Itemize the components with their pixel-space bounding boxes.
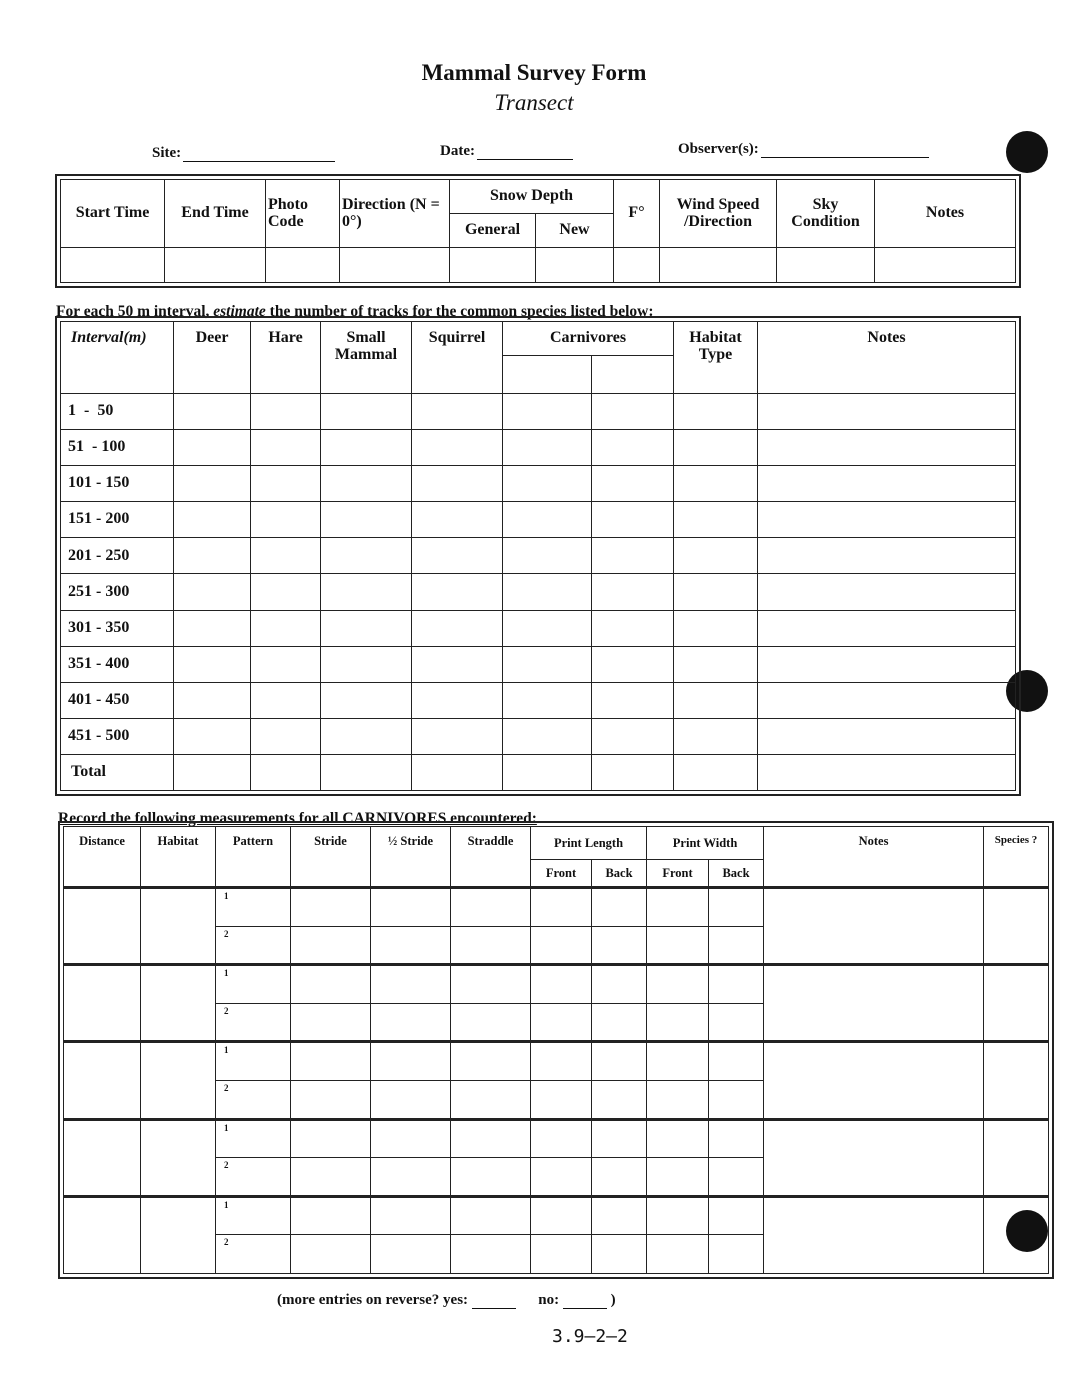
tracks-instruction-em: estimate: [213, 303, 266, 320]
interval-row: [61, 574, 1016, 610]
entry-wind[interactable]: [660, 248, 777, 283]
interval-row: [61, 430, 1016, 466]
interval-label: 201 - 250: [61, 538, 174, 574]
straddle-cell[interactable]: [451, 965, 531, 1004]
conditions-table: [60, 179, 1016, 283]
interval-label: 351 - 400: [61, 646, 174, 682]
straddle-cell[interactable]: [451, 1080, 531, 1119]
yes-blank[interactable]: [472, 1296, 516, 1309]
tally-cell[interactable]: [758, 610, 1016, 646]
stride-cell[interactable]: [291, 1235, 371, 1274]
length-back-cell[interactable]: [592, 926, 647, 965]
length-back-cell[interactable]: [592, 1158, 647, 1197]
half-stride-cell[interactable]: [371, 965, 451, 1004]
half-stride-cell[interactable]: [371, 926, 451, 965]
habitat-cell[interactable]: [141, 965, 216, 1042]
pattern-number[interactable]: 2: [216, 1080, 291, 1119]
tracks-table: [60, 321, 1016, 791]
col-squirrel: Squirrel: [412, 322, 503, 394]
col-direction: Direction (N = 0°): [340, 180, 450, 248]
conditions-entry-row: [61, 248, 1016, 283]
width-back-cell[interactable]: [709, 1119, 764, 1158]
notes-cell[interactable]: [764, 1119, 984, 1196]
close-paren: ): [610, 1292, 616, 1308]
half-stride-cell[interactable]: [371, 1003, 451, 1042]
tally-cell[interactable]: [321, 538, 412, 574]
width-front-cell[interactable]: [647, 1003, 709, 1042]
tally-cell[interactable]: [758, 574, 1016, 610]
total-row: [61, 754, 1016, 790]
tally-cell[interactable]: [174, 718, 251, 754]
length-back-cell[interactable]: [592, 1235, 647, 1274]
width-front-cell[interactable]: [647, 926, 709, 965]
date-blank[interactable]: [477, 145, 573, 160]
half-stride-cell[interactable]: [371, 1119, 451, 1158]
width-front-cell[interactable]: [647, 1119, 709, 1158]
half-stride-cell[interactable]: [371, 1235, 451, 1274]
site-field[interactable]: [152, 145, 335, 162]
width-front-cell[interactable]: [647, 1158, 709, 1197]
tally-cell[interactable]: [174, 682, 251, 718]
tally-cell[interactable]: [251, 538, 321, 574]
length-back-cell[interactable]: [592, 965, 647, 1004]
tally-cell[interactable]: [503, 430, 592, 466]
col-width-back: Back: [709, 860, 764, 888]
entry-start-time[interactable]: [61, 248, 165, 283]
carnivore-table: [63, 826, 1049, 1274]
col-habitat: Habitat: [141, 827, 216, 888]
straddle-cell[interactable]: [451, 1003, 531, 1042]
tally-cell[interactable]: [503, 466, 592, 502]
pattern-number[interactable]: 1: [216, 1119, 291, 1158]
tally-cell[interactable]: [503, 682, 592, 718]
col-straddle: Straddle: [451, 827, 531, 888]
interval-label: 251 - 300: [61, 574, 174, 610]
tally-cell[interactable]: [592, 610, 674, 646]
pattern-number[interactable]: 2: [216, 926, 291, 965]
interval-label: 1 - 50: [61, 394, 174, 430]
observers-blank[interactable]: [761, 143, 929, 158]
carnivore-entry-row: [64, 965, 1049, 1004]
length-front-cell[interactable]: [531, 1196, 592, 1235]
distance-cell[interactable]: [64, 965, 141, 1042]
half-stride-cell[interactable]: [371, 1196, 451, 1235]
tally-cell[interactable]: [592, 430, 674, 466]
site-blank[interactable]: [183, 147, 335, 162]
length-front-cell[interactable]: [531, 1080, 592, 1119]
col-half-stride: ½ Stride: [371, 827, 451, 888]
form-subtitle: Transect: [494, 90, 574, 115]
conditions-table-frame: [55, 174, 1021, 288]
tally-cell[interactable]: [412, 394, 503, 430]
length-front-cell[interactable]: [531, 1119, 592, 1158]
stride-cell[interactable]: [291, 1003, 371, 1042]
tally-cell[interactable]: [321, 610, 412, 646]
col-snow-depth: Snow Depth: [450, 180, 614, 214]
habitat-cell[interactable]: [141, 1042, 216, 1119]
habitat-cell[interactable]: [141, 1119, 216, 1196]
tally-cell[interactable]: [412, 574, 503, 610]
entry-sky[interactable]: [777, 248, 875, 283]
tracks-table-frame: [55, 316, 1021, 796]
width-front-cell[interactable]: [647, 1196, 709, 1235]
interval-row: [61, 466, 1016, 502]
straddle-cell[interactable]: [451, 1196, 531, 1235]
carnivore-entry-row: [64, 888, 1049, 927]
col-carnivores: Carnivores: [503, 322, 674, 356]
tally-cell[interactable]: [321, 646, 412, 682]
length-front-cell[interactable]: [531, 1158, 592, 1197]
tally-cell[interactable]: [174, 646, 251, 682]
stride-cell[interactable]: [291, 888, 371, 927]
total-cell[interactable]: [174, 754, 251, 790]
total-cell[interactable]: [592, 754, 674, 790]
tally-cell[interactable]: [251, 718, 321, 754]
tally-cell[interactable]: [251, 502, 321, 538]
stride-cell[interactable]: [291, 1196, 371, 1235]
tally-cell[interactable]: [758, 394, 1016, 430]
tally-cell[interactable]: [592, 502, 674, 538]
no-blank[interactable]: [563, 1296, 607, 1309]
tally-cell[interactable]: [412, 646, 503, 682]
total-cell[interactable]: [321, 754, 412, 790]
tally-cell[interactable]: [674, 466, 758, 502]
interval-row: [61, 646, 1016, 682]
tally-cell[interactable]: [412, 610, 503, 646]
col-carnivore-1[interactable]: [503, 356, 592, 394]
distance-cell[interactable]: [64, 1042, 141, 1119]
col-deer: Deer: [174, 322, 251, 394]
species-cell[interactable]: [984, 1042, 1049, 1119]
pattern-number[interactable]: 1: [216, 965, 291, 1004]
carnivore-instruction-text: Record the following measurements for all CARNIVORES encountered:: [58, 810, 537, 827]
tally-cell[interactable]: [412, 538, 503, 574]
straddle-cell[interactable]: [451, 1042, 531, 1081]
date-field[interactable]: [440, 143, 573, 160]
col-small-mammal: Small Mammal: [321, 322, 412, 394]
tally-cell[interactable]: [592, 394, 674, 430]
interval-label: 401 - 450: [61, 682, 174, 718]
col-notes: Notes: [875, 180, 1016, 248]
tally-cell[interactable]: [592, 718, 674, 754]
more-entries-prompt: [277, 1292, 616, 1309]
tally-cell[interactable]: [321, 718, 412, 754]
length-back-cell[interactable]: [592, 888, 647, 927]
total-cell[interactable]: [251, 754, 321, 790]
distance-cell[interactable]: [64, 1119, 141, 1196]
width-back-cell[interactable]: [709, 1235, 764, 1274]
notes-cell[interactable]: [764, 1196, 984, 1273]
tally-cell[interactable]: [251, 646, 321, 682]
length-front-cell[interactable]: [531, 888, 592, 927]
species-cell[interactable]: [984, 965, 1049, 1042]
col-print-length: Print Length: [531, 827, 647, 860]
tally-cell[interactable]: [321, 394, 412, 430]
col-interval: Interval(m): [61, 322, 174, 394]
length-front-cell[interactable]: [531, 1235, 592, 1274]
col-end-time: End Time: [165, 180, 266, 248]
tally-cell[interactable]: [503, 574, 592, 610]
interval-row: [61, 538, 1016, 574]
stride-cell[interactable]: [291, 1042, 371, 1081]
col-photo-code: Photo Code: [266, 180, 340, 248]
tally-cell[interactable]: [674, 502, 758, 538]
tally-cell[interactable]: [412, 466, 503, 502]
width-back-cell[interactable]: [709, 1080, 764, 1119]
tally-cell[interactable]: [503, 718, 592, 754]
interval-label: 151 - 200: [61, 502, 174, 538]
tracks-instruction-post: the number of tracks for the common species listed below:: [265, 303, 654, 320]
col-pattern: Pattern: [216, 827, 291, 888]
col-distance: Distance: [64, 827, 141, 888]
habitat-cell[interactable]: [141, 888, 216, 965]
width-back-cell[interactable]: [709, 1042, 764, 1081]
tally-cell[interactable]: [592, 466, 674, 502]
entry-notes[interactable]: [875, 248, 1016, 283]
tally-cell[interactable]: [321, 502, 412, 538]
length-front-cell[interactable]: [531, 1003, 592, 1042]
habitat-cell[interactable]: [141, 1196, 216, 1273]
tally-cell[interactable]: [412, 502, 503, 538]
col-stride: Stride: [291, 827, 371, 888]
tally-cell[interactable]: [592, 682, 674, 718]
col-length-back: Back: [592, 860, 647, 888]
col-carnivore-2[interactable]: [592, 356, 674, 394]
straddle-cell[interactable]: [451, 926, 531, 965]
stride-cell[interactable]: [291, 965, 371, 1004]
tally-cell[interactable]: [251, 574, 321, 610]
more-entries-label: (more entries on reverse? yes:: [277, 1292, 469, 1308]
no-label: no:: [538, 1292, 560, 1308]
straddle-cell[interactable]: [451, 1235, 531, 1274]
straddle-cell[interactable]: [451, 1119, 531, 1158]
interval-label: 101 - 150: [61, 466, 174, 502]
width-back-cell[interactable]: [709, 965, 764, 1004]
half-stride-cell[interactable]: [371, 1158, 451, 1197]
species-cell[interactable]: [984, 1119, 1049, 1196]
width-front-cell[interactable]: [647, 888, 709, 927]
pattern-number[interactable]: 1: [216, 888, 291, 927]
interval-label: 301 - 350: [61, 610, 174, 646]
tally-cell[interactable]: [321, 430, 412, 466]
interval-row: [61, 718, 1016, 754]
form-title: Mammal Survey Form: [421, 60, 647, 85]
half-stride-cell[interactable]: [371, 1080, 451, 1119]
notes-cell[interactable]: [764, 888, 984, 965]
total-cell[interactable]: [758, 754, 1016, 790]
width-front-cell[interactable]: [647, 1080, 709, 1119]
tally-cell[interactable]: [758, 466, 1016, 502]
length-front-cell[interactable]: [531, 926, 592, 965]
interval-label: 451 - 500: [61, 718, 174, 754]
length-back-cell[interactable]: [592, 1003, 647, 1042]
carnivore-entry-row: [64, 1119, 1049, 1158]
col-notes: Notes: [758, 322, 1016, 394]
observers-field[interactable]: [678, 141, 929, 158]
tally-cell[interactable]: [321, 682, 412, 718]
tally-cell[interactable]: [412, 682, 503, 718]
length-front-cell[interactable]: [531, 965, 592, 1004]
tally-cell[interactable]: [503, 394, 592, 430]
distance-cell[interactable]: [64, 1196, 141, 1273]
tally-cell[interactable]: [174, 430, 251, 466]
tally-cell[interactable]: [251, 394, 321, 430]
tally-cell[interactable]: [412, 718, 503, 754]
tally-cell[interactable]: [174, 610, 251, 646]
length-front-cell[interactable]: [531, 1042, 592, 1081]
tally-cell[interactable]: [251, 466, 321, 502]
length-back-cell[interactable]: [592, 1042, 647, 1081]
width-back-cell[interactable]: [709, 888, 764, 927]
total-cell[interactable]: [674, 754, 758, 790]
carnivore-table-frame: [58, 821, 1054, 1279]
tally-cell[interactable]: [674, 646, 758, 682]
col-width-front: Front: [647, 860, 709, 888]
pattern-number[interactable]: 2: [216, 1235, 291, 1274]
entry-direction[interactable]: [340, 248, 450, 283]
tally-cell[interactable]: [674, 574, 758, 610]
length-back-cell[interactable]: [592, 1196, 647, 1235]
col-temperature: F°: [614, 180, 660, 248]
entry-snow-general[interactable]: [450, 248, 536, 283]
observers-label: Observer(s):: [678, 141, 759, 157]
tally-cell[interactable]: [503, 646, 592, 682]
distance-cell[interactable]: [64, 888, 141, 965]
tally-cell[interactable]: [251, 430, 321, 466]
pattern-number[interactable]: 1: [216, 1042, 291, 1081]
col-habitat-type: Habitat Type: [674, 322, 758, 394]
tally-cell[interactable]: [674, 538, 758, 574]
col-species: Species ?: [984, 827, 1049, 888]
entry-photo-code[interactable]: [266, 248, 340, 283]
half-stride-cell[interactable]: [371, 888, 451, 927]
tally-cell[interactable]: [758, 646, 1016, 682]
pattern-number[interactable]: 2: [216, 1158, 291, 1197]
tally-cell[interactable]: [674, 430, 758, 466]
width-back-cell[interactable]: [709, 926, 764, 965]
species-cell[interactable]: [984, 888, 1049, 965]
page-number: 3.9–2–2: [552, 1326, 628, 1347]
col-print-width: Print Width: [647, 827, 764, 860]
total-cell[interactable]: [503, 754, 592, 790]
tally-cell[interactable]: [758, 502, 1016, 538]
width-back-cell[interactable]: [709, 1196, 764, 1235]
date-label: Date:: [440, 143, 475, 159]
interval-row: [61, 502, 1016, 538]
tally-cell[interactable]: [503, 502, 592, 538]
tally-cell[interactable]: [321, 574, 412, 610]
tally-cell[interactable]: [503, 538, 592, 574]
width-back-cell[interactable]: [709, 1003, 764, 1042]
straddle-cell[interactable]: [451, 1158, 531, 1197]
notes-cell[interactable]: [764, 965, 984, 1042]
tally-cell[interactable]: [174, 538, 251, 574]
stride-cell[interactable]: [291, 1158, 371, 1197]
hole-punch-top: [1006, 131, 1048, 173]
length-back-cell[interactable]: [592, 1119, 647, 1158]
tally-cell[interactable]: [251, 610, 321, 646]
stride-cell[interactable]: [291, 926, 371, 965]
tally-cell[interactable]: [321, 466, 412, 502]
interval-row: [61, 682, 1016, 718]
col-snow-general: General: [450, 214, 536, 248]
col-hare: Hare: [251, 322, 321, 394]
interval-label: 51 - 100: [61, 430, 174, 466]
entry-temperature[interactable]: [614, 248, 660, 283]
width-back-cell[interactable]: [709, 1158, 764, 1197]
tally-cell[interactable]: [412, 430, 503, 466]
tally-cell[interactable]: [592, 538, 674, 574]
width-front-cell[interactable]: [647, 965, 709, 1004]
tally-cell[interactable]: [674, 394, 758, 430]
tally-cell[interactable]: [174, 574, 251, 610]
tally-cell[interactable]: [174, 502, 251, 538]
stride-cell[interactable]: [291, 1119, 371, 1158]
col-wind: Wind Speed /Direction: [660, 180, 777, 248]
tally-cell[interactable]: [674, 682, 758, 718]
total-label: Total: [61, 754, 174, 790]
species-cell[interactable]: [984, 1196, 1049, 1273]
tally-cell[interactable]: [503, 610, 592, 646]
tally-cell[interactable]: [758, 538, 1016, 574]
interval-row: [61, 394, 1016, 430]
pattern-number[interactable]: 1: [216, 1196, 291, 1235]
tally-cell[interactable]: [174, 394, 251, 430]
total-cell[interactable]: [412, 754, 503, 790]
tally-cell[interactable]: [251, 682, 321, 718]
entry-end-time[interactable]: [165, 248, 266, 283]
interval-row: [61, 610, 1016, 646]
col-snow-new: New: [536, 214, 614, 248]
tally-cell[interactable]: [674, 718, 758, 754]
half-stride-cell[interactable]: [371, 1042, 451, 1081]
stride-cell[interactable]: [291, 1080, 371, 1119]
entry-snow-new[interactable]: [536, 248, 614, 283]
col-start-time: Start Time: [61, 180, 165, 248]
tally-cell[interactable]: [758, 682, 1016, 718]
width-front-cell[interactable]: [647, 1042, 709, 1081]
straddle-cell[interactable]: [451, 888, 531, 927]
col-sky: Sky Condition: [777, 180, 875, 248]
tally-cell[interactable]: [674, 610, 758, 646]
notes-cell[interactable]: [764, 1042, 984, 1119]
carnivore-entry-row: [64, 1042, 1049, 1081]
tally-cell[interactable]: [592, 574, 674, 610]
length-back-cell[interactable]: [592, 1080, 647, 1119]
col-notes: Notes: [764, 827, 984, 888]
tracks-instruction-pre: For each 50 m interval,: [56, 303, 214, 320]
site-label: Site:: [152, 145, 182, 161]
col-length-front: Front: [531, 860, 592, 888]
pattern-number[interactable]: 2: [216, 1003, 291, 1042]
tally-cell[interactable]: [592, 646, 674, 682]
tally-cell[interactable]: [758, 718, 1016, 754]
tally-cell[interactable]: [758, 430, 1016, 466]
tally-cell[interactable]: [174, 466, 251, 502]
carnivore-entry-row: [64, 1196, 1049, 1235]
width-front-cell[interactable]: [647, 1235, 709, 1274]
